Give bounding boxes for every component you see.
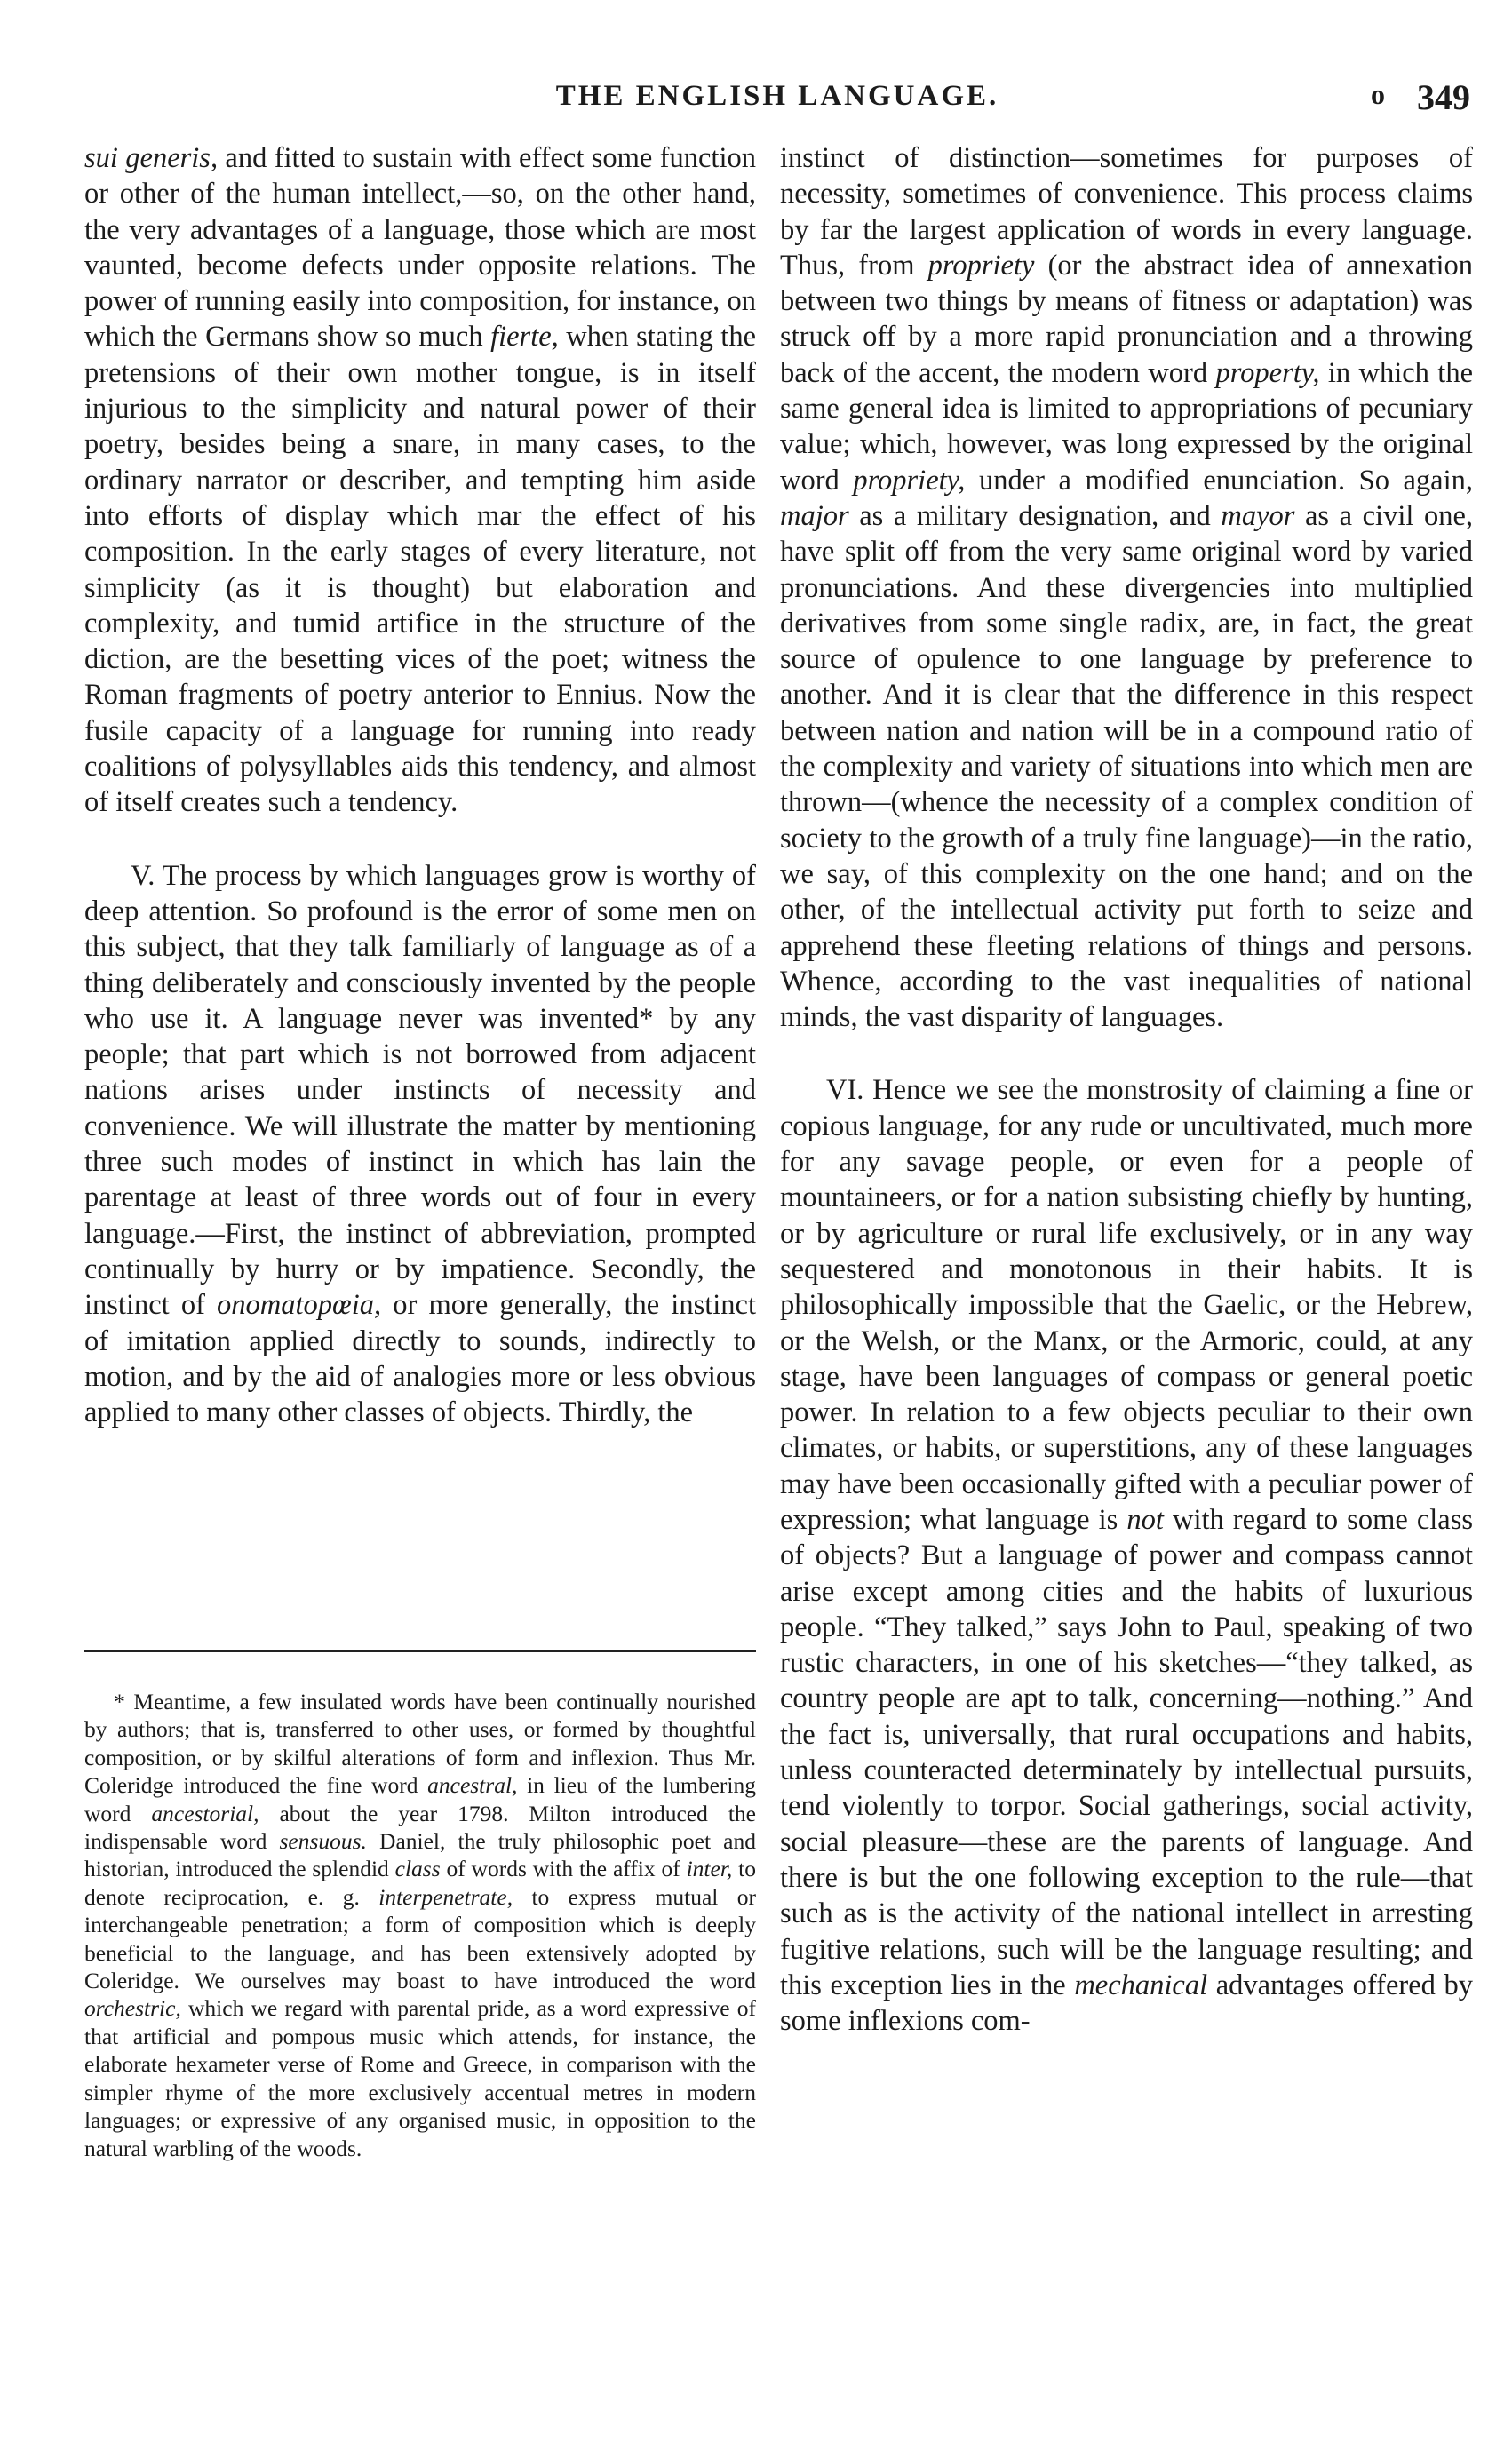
ornament-glyph: o [1371,78,1385,110]
paragraph-section-v [84,858,756,1431]
paragraph-text: in which the same general idea is limited to appropriations of pecuniary value; which, however, was long expressed by the original word [780,356,1473,497]
paragraph-text: VI. Hence we see the monstrosity of claiming a fine or copious language, for any rude or uncultivated, much more for any savage people, or even for a people of mountaineers, or for a nation subsisting chiefly by hunting, or by agriculture or rural life exclusively, or in any way sequestered and monotonous in their habits. It is philosophically impossible that the Gaelic, or the Hebrew, or the Welsh, or the Manx, or the Armoric, could, at any stage, have been languages of compass or general poetic power. In relation to a few objects peculiar to their own climates, or habits, or superstitions, any of these languages may have been occasionally gifted with a peculiar power of expression; what language is [780,1074,1473,1536]
footnote-segment: to express mutual or interchangeable penetration; a form of composition which is deeply beneficial to the language, and has been extensively adopted by Coleridge. We ourselves may boast to have introduced the word [84,1883,756,1994]
italic-term: orchestric, [84,1995,181,2022]
footnote-segment: Daniel, the truly philosophic poet and historian, introduced the splendid [84,1828,756,1882]
italic-term: onomatopœia, [217,1289,382,1322]
paragraph-text: V. The process by which languages grow is worthy of deep attention. So profound is the error of some men on this subject, that they talk familiarly of language as of a thing deliberately and consciously invented by the people who use it. A language never was invented* by any people; that part which is not borrowed from adjacent nations arises under instincts of necessity and convenience. We will illustrate the matter by mentioning three such modes of instinct in which has lain the parentage at least of three words out of four in every language.—First, the instinct of abbreviation, prompted continually by hurry or by impatience. Secondly, the instinct of [84,859,756,1322]
footnote-text [84,1688,756,2162]
right-column [780,140,1473,2039]
paragraph-text: or more generally, the instinct of imitation applied directly to sounds, indirectly to motion, and by the aid of analogies more or less obvious applied to many other classes of objects. Thirdly, the [84,1289,756,1429]
italic-term: ancestorial, [151,1800,259,1826]
footnote-segment: which we regard with parental pride, as a word expressive of that artificial and pompous music which attends, for instance, the elaborate hexameter verse of Rome and Greece, in comparison with the simpler rhyme of the more exclusively accentual metres in modern languages; or expressive of any organised music, in opposition to the natural warbling of the woods. [84,1995,756,2161]
footnote-segment: in lieu of the lumbering word [84,1772,756,1826]
italic-term: propriety [927,249,1035,282]
paragraph-text: (or the abstract idea of annexation between two things by means of fitness or adaptation) was struck off by a more rapid pronunciation and a throwing back of the accent, the modern word [780,249,1473,389]
paragraph-text: instinct of distinction—sometimes for purposes of necessity, sometimes of convenience. This process claims by far the largest application of words in every language. Thus, from [780,142,1473,282]
paragraph-text: as a military designation, and [848,499,1222,532]
italic-term: class [394,1856,441,1882]
italic-term: property, [1215,356,1320,389]
footnote-segment: * Meantime, a few insulated words have been continually nourished by authors; that is, transferred to other uses, or formed by thoughtful composition, or by skilful alterations of form and inflexion. Thus Mr. Coleridge introduced the fine word [84,1689,756,1799]
paragraph-section-vi [780,1072,1473,2039]
paragraph-text: advantages offered by some inflexions com- [780,1969,1473,2038]
italic-term: fierte, [490,321,559,354]
italic-term: major [780,499,849,532]
italic-term: interpenetrate, [378,1883,513,1910]
italic-term: sensuous. [279,1828,367,1855]
footnote-segment: to denote reciprocation, e. g. [84,1856,756,1910]
italic-term: not [1126,1503,1164,1536]
running-title: THE ENGLISH LANGUAGE. [555,80,999,112]
italic-term: mayor [1221,499,1295,532]
paragraph-text: and fitted to sustain with effect some function or other of the human intellect,—so, on the other hand, the very advantages of a language, those which are most vaunted, become defects under opposite relations. The power of running easily into composition, for instance, on which the Germans show so much [84,142,756,354]
footnote [84,1688,756,2162]
page-number: 349 [1417,77,1470,117]
paragraph-text: with regard to some class of objects? But a language of power and compass cannot arise except among cities and the habits of luxurious people. “They talked,” says John to Paul, speaking of two rustic characters, in one of his sketches—“they talked, as country people are apt to talk, concerning—nothing.” And the fact is, universally, that rural occupations and habits, unless counteracted determinately by intellectual pursuits, tend violently to torpor. Social gatherings, social activity, social pleasure—these are the parents of language. And there is but the one following exception to the rule—that such as is the activity of the national intellect in arresting fugitive relations, such will be the language resulting; and this exception lies in the [780,1503,1473,2001]
paragraph-sui-generis [84,140,756,821]
italic-term: inter, [686,1856,733,1882]
footnote-segment: of words with the affix of [440,1856,687,1882]
left-column [84,140,756,1430]
italic-term: ancestral, [427,1772,518,1799]
italic-term: mechanical [1074,1969,1208,2001]
page-header [84,76,1470,130]
footnote-divider [84,1650,756,1652]
paragraph-text: as a civil one, have split off from the very same original word by varied pronunciations. And these divergencies into multiplied derivatives from some single radix, are, in fact, the great source of opulence to one language by preference to another. And it is clear that the difference in this respect between nation and nation will be in a compound ratio of the complexity and variety of situations into which men are thrown—(whence the necessity of a complex condition of society to the growth of a truly fine language)—in the ratio, we say, of this complexity on the one hand; and on the other, of the intellectual activity put forth to seize and apprehend these fleeting relations of things and persons. Whence, according to the vast inequalities of national minds, the vast disparity of languages. [780,499,1473,1034]
paragraph-text: under a modified enunciation. So again, [965,464,1474,497]
paragraph-instinct-of-distinction [780,140,1473,1035]
footnote-segment: about the year 1798. Milton introduced the indispensable word [84,1800,756,1855]
italic-term: sui generis, [84,142,219,174]
italic-term: propriety, [853,464,966,497]
paragraph-text: when stating the pretensions of their own mother tongue, is in itself injurious to the simplicity and natural power of their poetry, besides being a snare, in many cases, to the ordinary narrator or describer, and tempting him aside into efforts of display which mar the effect of his composition. In the early stages of every literature, not simplicity (as it is thought) but elaboration and complexity, and tumid artifice in the structure of the diction, are the besetting vices of the poet; witness the Roman fragments of poetry anterior to Ennius. Now the fusile capacity of a language for running into ready coalitions of polysyllables aids this tendency, and almost of itself creates such a tendency. [84,321,757,819]
